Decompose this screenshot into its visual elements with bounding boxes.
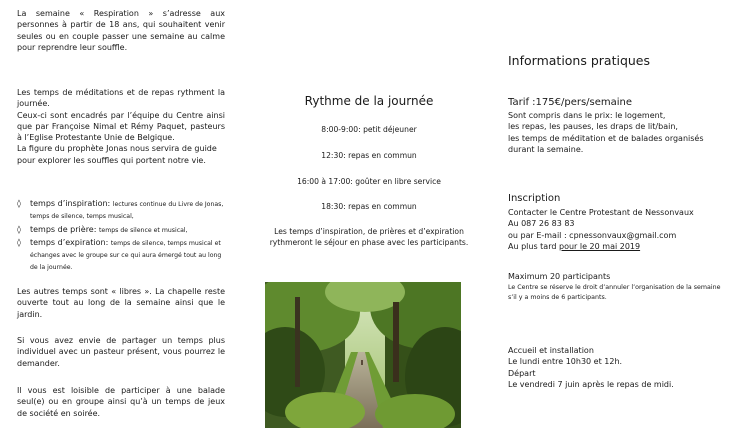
bullet-term: temps d’expiration: (30, 237, 109, 247)
program-paragraph (17, 87, 225, 166)
list-item (17, 198, 225, 223)
diamond-bullet-icon: ◊ (17, 199, 21, 208)
program-line-2: Ceux-ci sont encadrés par l’équipe du Centre ainsi que par Françoise Nimal et Rémy Paquet, pasteurs à l’Eglise Protestante Unie de Belgique. (17, 110, 225, 143)
arrival-departure (508, 345, 723, 390)
departure-text: Le vendredi 7 juin après le repas de midi. (508, 379, 674, 389)
forest-path-photo (265, 282, 461, 428)
registration-deadline (508, 241, 723, 252)
list-item (17, 237, 225, 274)
schedule-item-lunch: 12:30: repas en commun (321, 151, 417, 160)
registration-title: Inscription (508, 193, 561, 204)
registration-email: ou par E-mail : cpnessonvaux@gmail.com (508, 230, 677, 240)
arrival-title: Accueil et installation (508, 346, 594, 355)
registration-phone: Au 087 26 83 83 (508, 219, 575, 229)
cancellation-notice: Le Centre se réserve le droit d’annuler l’organisation de la semaine s’il y a moins de 6 participants. (508, 284, 721, 301)
practical-info-title: Informations pratiques (508, 53, 651, 68)
forest-path-image (265, 282, 461, 428)
diamond-bullet-icon: ◊ (17, 237, 21, 247)
price-line-2: les repas, les pauses, les draps de lit/bain, (508, 122, 678, 132)
schedule-title: Rythme de la journée (304, 94, 434, 108)
schedule-closing: Les temps d’inspiration, de prières et d’expiration rythmeront le séjour en phase avec les participants. (269, 227, 469, 247)
program-line-1: Les temps de méditations et de repas rythment la journée. (17, 88, 225, 109)
bullet-desc: lectures continue du Livre de Jonas, temps de silence, temps musical, (30, 201, 224, 221)
schedule-item-snack: 16:00 à 17:00: goûter en libre service (297, 177, 441, 186)
bullet-term: temps de prière: (30, 224, 97, 234)
deadline-date: pour le 20 mai 2019 (558, 241, 641, 251)
departure-title: Départ (508, 368, 536, 378)
registration-line-1: Contacter le Centre Protestant de Nessonvaux (508, 208, 694, 217)
intro-paragraph: La semaine « Respiration » s’adresse aux personnes à partir de 18 ans, qui souhaitent venir seules ou en couple passer une semaine au calme pour reprendre leur souffle. (17, 9, 225, 52)
free-time-paragraph: Les autres temps sont « libres ». La chapelle reste ouverte tout au long de la semaine ainsi que le jardin. (17, 287, 225, 319)
price-line-3: les temps de méditation et de balades organisés durant la semaine. (508, 133, 704, 154)
deadline-prefix: Au plus tard (508, 241, 559, 251)
schedule-item-breakfast: 8:00-9:00: petit déjeuner (321, 125, 417, 134)
bullet-desc: temps de silence, temps musical et échanges avec le groupe sur ce qui aura émergé tout au long de la journée. (30, 239, 222, 272)
list-item (17, 224, 225, 236)
pastor-paragraph: Si vous avez envie de partager un temps plus individuel avec un pasteur présent, vous pourrez le demander. (17, 336, 225, 368)
price-title: Tarif :175€/pers/semaine (508, 97, 633, 108)
registration-details (508, 207, 723, 252)
bullet-term: temps d’inspiration: (30, 199, 111, 208)
max-participants-title: Maximum 20 participants (508, 272, 611, 281)
arrival-text: Le lundi entre 10h30 et 12h. (508, 357, 623, 367)
price-line-1: Sont compris dans le prix: le logement, (508, 111, 666, 120)
program-line-3: La figure du prophète Jonas nous servira de guide pour explorer les souffles qui portent notre vie. (17, 144, 217, 165)
price-details (508, 110, 723, 155)
activities-paragraph: Il vous est loisible de participer à une balade seul(e) ou en groupe ainsi qu’à un temps de jeux de société en soirée. (17, 386, 225, 418)
bullet-desc: temps de silence et musical, (98, 226, 188, 234)
times-list (17, 198, 225, 275)
schedule-item-dinner: 18:30: repas en commun (321, 202, 417, 211)
diamond-bullet-icon: ◊ (17, 224, 21, 234)
